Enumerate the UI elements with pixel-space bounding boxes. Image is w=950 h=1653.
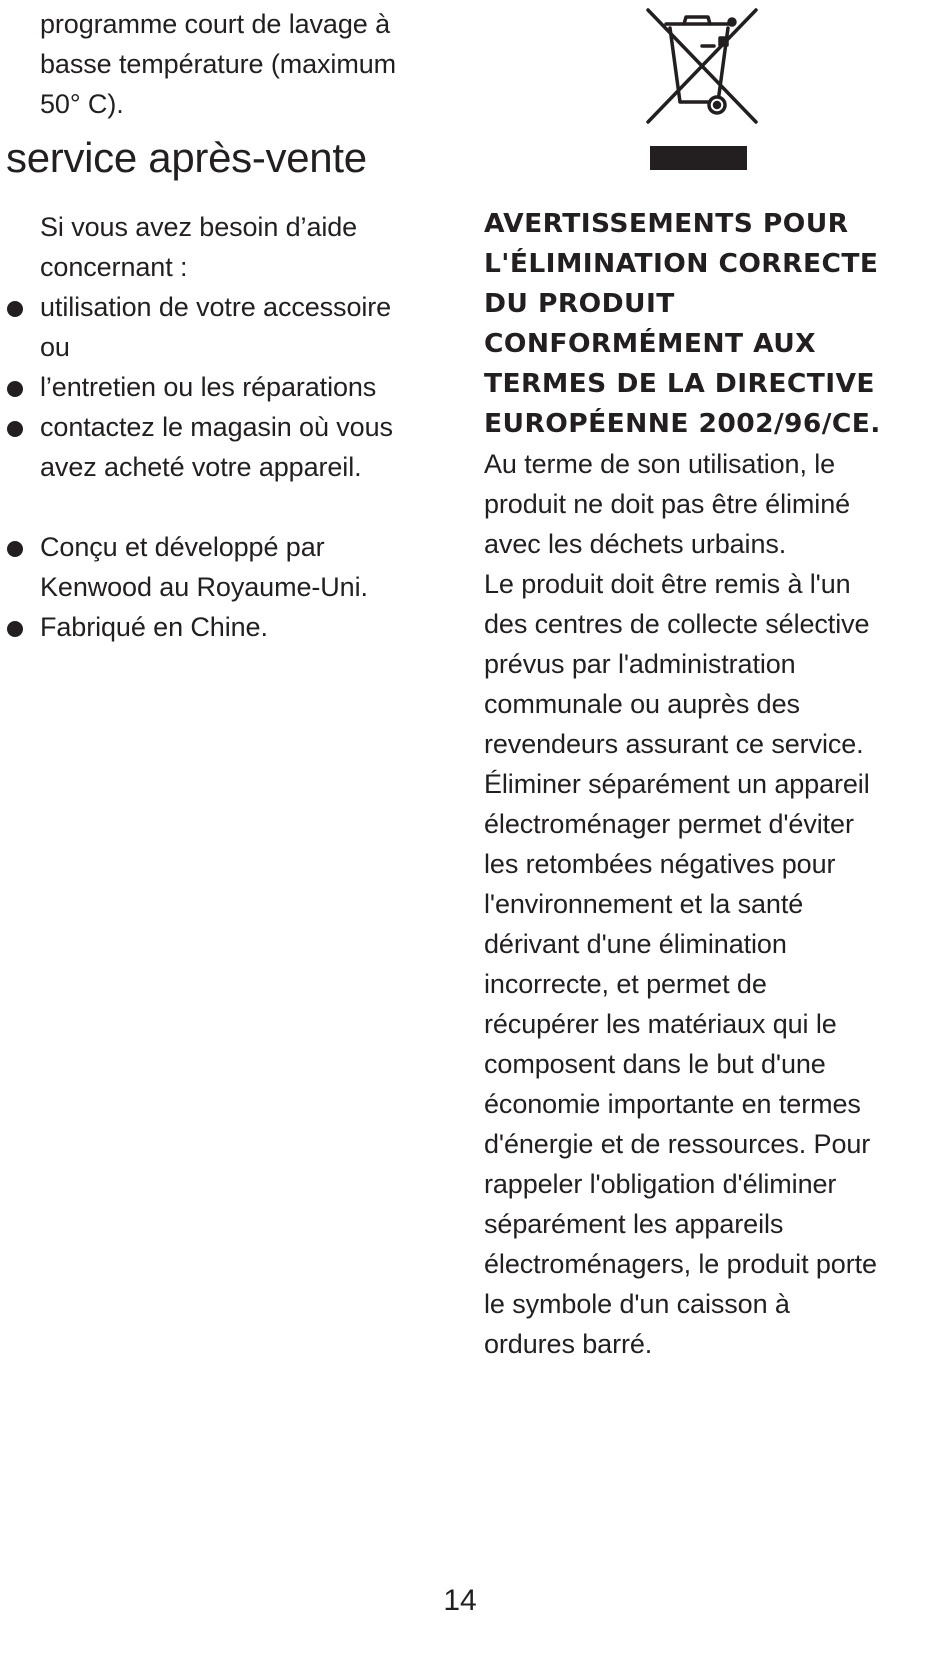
warning-body-line: Au terme de son utilisation, le <box>484 449 836 479</box>
bullet-line: contactez le magasin où vous <box>40 412 393 442</box>
warning-body-line: incorrecte, et permet de <box>484 969 767 999</box>
warning-body-line: l'environnement et la santé <box>484 889 804 919</box>
bullet-line: Kenwood au Royaume-Uni. <box>40 572 368 602</box>
warning-body-line: dérivant d'une élimination <box>484 929 787 959</box>
warning-title-line: AVERTISSEMENTS POUR <box>484 209 849 239</box>
intro-line: basse température (maximum <box>40 49 397 79</box>
bullet-icon <box>7 621 23 637</box>
service-bullet-item <box>0 367 393 407</box>
warning-body-line: composent dans le but d'une <box>484 1049 826 1079</box>
warning-body-line: communale ou auprès des <box>484 689 800 719</box>
warning-body-line: économie importante en termes <box>484 1089 861 1119</box>
bullet-line: avez acheté votre appareil. <box>40 452 362 482</box>
service-intro-line: concernant : <box>40 252 188 282</box>
warning-title-line: L'ÉLIMINATION CORRECTE <box>484 249 879 279</box>
warning-body-line: ordures barré. <box>484 1329 653 1359</box>
warning-body-line: électroménagers, le produit porte <box>484 1249 877 1279</box>
intro-line: 50° C). <box>40 89 124 119</box>
warning-body-line: avec les déchets urbains. <box>484 529 787 559</box>
section-heading-service: service après-vente <box>6 134 367 181</box>
spacer <box>0 487 393 527</box>
bullet-line: l’entretien ou les réparations <box>40 372 377 402</box>
warning-body-line: rappeler l'obligation d'éliminer <box>484 1169 837 1199</box>
weee-warning-title <box>484 204 881 444</box>
bullet-line: Conçu et développé par <box>40 532 325 562</box>
page-number: 14 <box>443 1584 477 1617</box>
bullet-icon <box>7 541 23 557</box>
warning-title-line: TERMES DE LA DIRECTIVE <box>484 369 875 399</box>
warning-body-line: séparément les appareils <box>484 1209 784 1239</box>
service-block <box>0 207 393 647</box>
bullet-icon <box>7 301 23 317</box>
bullet-icon <box>7 421 23 437</box>
solid-bar-marker <box>650 146 747 170</box>
warning-body-line: des centres de collecte sélective <box>484 609 870 639</box>
warning-body-line: le symbole d'un caisson à <box>484 1289 790 1319</box>
warning-body-line: produit ne doit pas être éliminé <box>484 489 851 519</box>
warning-body-line: les retombées négatives pour <box>484 849 836 879</box>
warning-title-line: DU PRODUIT <box>484 289 675 319</box>
service-intro-line: Si vous avez besoin d’aide <box>40 212 358 242</box>
bullet-line: utilisation de votre accessoire <box>40 292 392 322</box>
warning-body-line: prévus par l'administration <box>484 649 796 679</box>
warning-body-line: électroménager permet d'éviter <box>484 809 854 839</box>
warning-title-line: EUROPÉENNE 2002/96/CE. <box>484 409 881 439</box>
intro-paragraph <box>0 4 396 124</box>
warning-body-line: d'énergie et de ressources. Pour <box>484 1129 871 1159</box>
origin-bullet-item <box>0 607 393 647</box>
warning-title-line: CONFORMÉMENT AUX <box>484 329 817 359</box>
service-bullet-item <box>0 287 393 367</box>
bullet-line: ou <box>40 332 70 362</box>
crossed-out-wheelie-bin-icon <box>640 4 760 130</box>
warning-body-line: revendeurs assurant ce service. <box>484 729 864 759</box>
intro-line: programme court de lavage à <box>40 9 390 39</box>
bullet-icon <box>7 381 23 397</box>
bullet-line: Fabriqué en Chine. <box>40 612 268 642</box>
origin-bullet-item <box>0 527 393 607</box>
weee-warning-body <box>484 444 877 1364</box>
warning-body-line: Éliminer séparément un appareil <box>484 769 870 799</box>
warning-body-line: Le produit doit être remis à l'un <box>484 569 851 599</box>
service-bullet-item <box>0 407 393 487</box>
warning-body-line: récupérer les matériaux qui le <box>484 1009 837 1039</box>
